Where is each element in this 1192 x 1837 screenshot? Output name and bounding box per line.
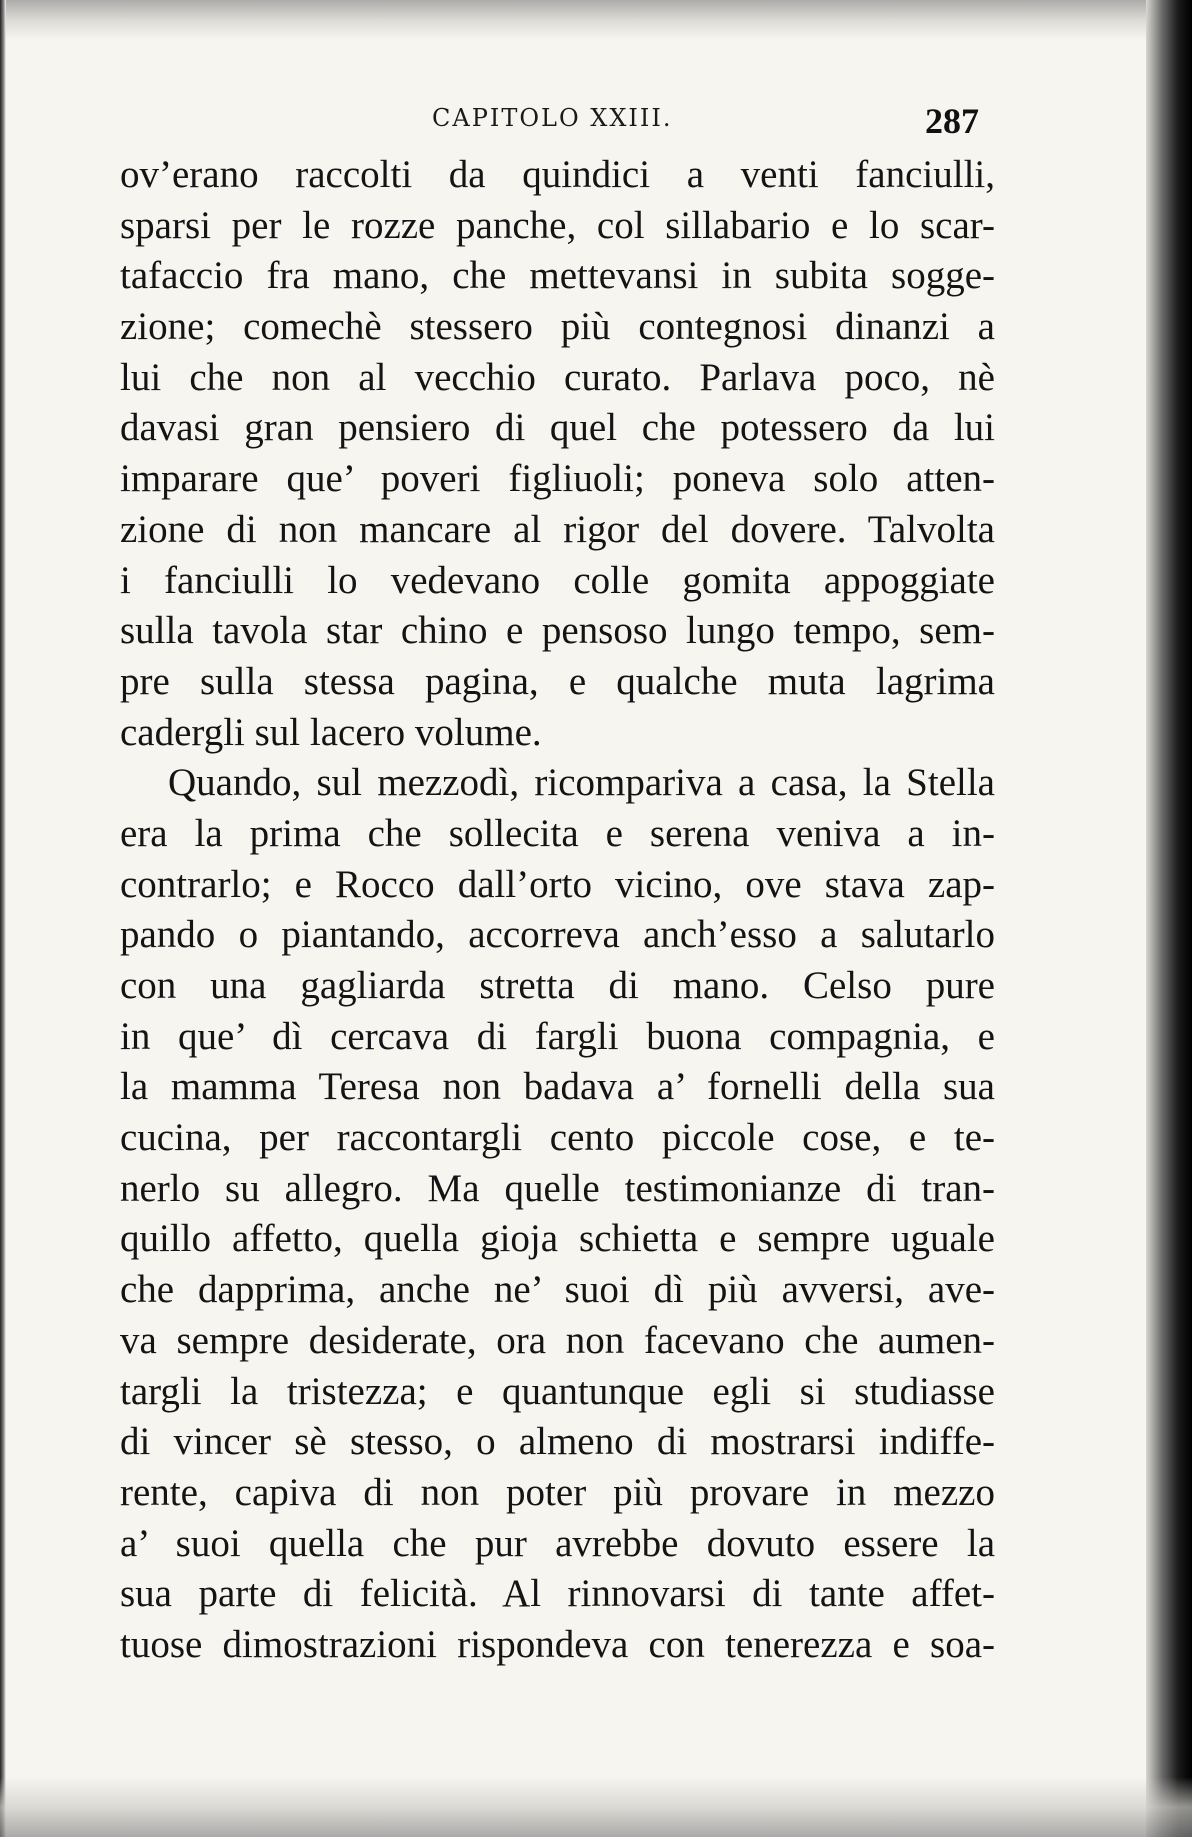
text-line: tafaccio fra mano, che mettevansi in subita sogge- — [120, 254, 995, 298]
text-line: Quando, sul mezzodì, ricompariva a casa, la Stella — [168, 761, 995, 805]
text-line: sparsi per le rozze panche, col sillabario e lo scar- — [120, 203, 995, 247]
text-line: quillo affetto, quella gioja schietta e sempre uguale — [120, 1217, 995, 1261]
text-line: con una gagliarda stretta di mano. Celso pure — [120, 964, 995, 1007]
text-line: che dapprima, anche ne’ suoi dì più avversi, ave- — [120, 1268, 995, 1312]
text-line: targli la tristezza; e quantunque egli si studiasse — [120, 1369, 995, 1413]
text-line: ov’erano raccolti da quindici a venti fanciulli, — [120, 153, 995, 196]
text-line: sulla tavola star chino e pensoso lungo tempo, sem- — [120, 609, 995, 653]
text-line: di vincer sè stesso, o almeno di mostrarsi indiffe- — [120, 1420, 995, 1464]
scan-shadow-bottom — [0, 1777, 1192, 1837]
text-line: a’ suoi quella che pur avrebbe dovuto essere la — [120, 1521, 995, 1565]
running-head: CAPITOLO XXIII. — [432, 104, 673, 132]
text-line: va sempre desiderate, ora non facevano che aumen- — [120, 1318, 995, 1362]
text-line: zione; comechè stessero più contegnosi dinanzi a — [120, 305, 995, 349]
text-line: pre sulla stessa pagina, e qualche muta lagrima — [120, 659, 995, 703]
text-line: in que’ dì cercava di fargli buona compagnia, e — [120, 1014, 995, 1058]
scan-shadow-top — [0, 0, 1192, 40]
text-line: i fanciulli lo vedevano colle gomita appoggiate — [120, 558, 995, 602]
body-text — [120, 150, 995, 1671]
text-line: nerlo su allegro. Ma quelle testimonianze di tran- — [120, 1166, 995, 1210]
text-line: cadergli sul lacero volume. — [120, 710, 542, 754]
text-line: era la prima che sollecita e serena veniva a in- — [120, 811, 995, 855]
text-line: cucina, per raccontargli cento piccole cose, e te- — [120, 1116, 995, 1160]
scan-shadow-right — [1146, 0, 1192, 1837]
text-line: rente, capiva di non poter più provare in mezzo — [120, 1470, 995, 1514]
text-line: lui che non al vecchio curato. Parlava poco, nè — [120, 355, 995, 399]
text-line: pando o piantando, accorreva anch’esso a salutarlo — [120, 913, 995, 957]
text-line: zione di non mancare al rigor del dovere. Talvolta — [120, 507, 995, 551]
text-line: sua parte di felicità. Al rinnovarsi di tante affet- — [120, 1572, 995, 1616]
page-number: 287 — [925, 101, 979, 141]
text-line: contrarlo; e Rocco dall’orto vicino, ove stava zap- — [120, 862, 995, 906]
text-line: davasi gran pensiero di quel che potessero da lui — [120, 406, 995, 450]
scan-shadow-left — [0, 0, 6, 1837]
page-header — [0, 100, 1192, 140]
text-line: imparare que’ poveri figliuoli; poneva solo atten- — [120, 457, 995, 501]
text-line: tuose dimostrazioni rispondeva con tenerezza e soa- — [120, 1622, 995, 1666]
text-line: la mamma Teresa non badava a’ fornelli della sua — [120, 1065, 995, 1109]
